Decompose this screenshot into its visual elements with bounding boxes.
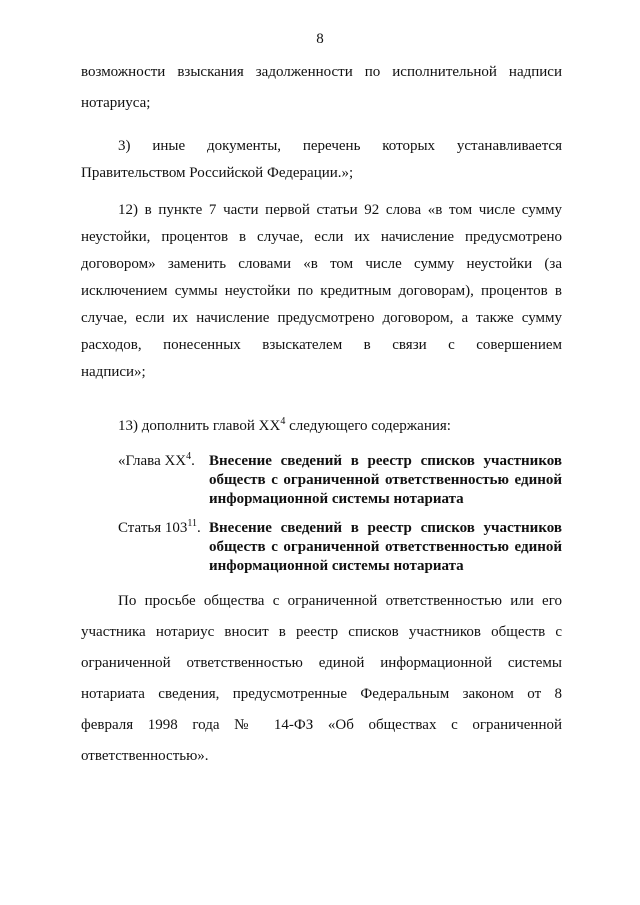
title-line: информационной системы нотариата [209, 558, 464, 574]
paragraph-item-3 [81, 133, 562, 187]
title-line: Внесение сведений в реестр списков участников [209, 520, 562, 536]
text-line: 12) в пункте 7 части первой статьи 92 слова «в том числе сумму [118, 202, 562, 218]
article-body-paragraph [81, 586, 562, 772]
text-line: Правительством Российской Федерации.»; [81, 165, 354, 181]
paragraph-item-12 [81, 197, 562, 386]
text-line: расходов, понесенных взыскателем в связи с совершением [81, 337, 562, 353]
text-line: надписи»; [81, 364, 146, 380]
paragraph-continuation [81, 59, 562, 117]
title-line: информационной системы нотариата [209, 491, 464, 507]
text-line: февраля 1998 года № 14-ФЗ «Об обществах с ограниченной [81, 717, 562, 733]
paragraph-item-13 [81, 413, 562, 440]
text-line: нотариуса; [81, 95, 151, 111]
article-heading [118, 519, 562, 579]
title-line: обществ с ограниченной ответственностью единой [209, 472, 562, 488]
text-line: нотариата сведения, предусмотренные Федеральным законом от 8 [81, 686, 562, 702]
text-line: неустойки, процентов в случае, если их начисление предусмотрено [81, 229, 562, 245]
text-line: ответственностью». [81, 748, 209, 764]
text-line: участника нотариус вносит в реестр списков участников обществ с [81, 624, 562, 640]
text-line: исключением суммы неустойки по кредитным договорам), процентов в [81, 283, 562, 299]
title-line: Внесение сведений в реестр списков участников [209, 453, 562, 469]
article-title [209, 519, 562, 576]
text-line: ограниченной ответственностью единой информационной системы [81, 655, 562, 671]
chapter-title [209, 452, 562, 509]
text-line: договором» заменить словами «в том числе сумму неустойки (за [81, 256, 562, 272]
text-line: случае, если их начисление предусмотрено договором, а также сумму [81, 310, 562, 326]
page-number: 8 [316, 31, 324, 47]
text-line: 13) дополнить главой $XX^4$ следующего содержания: [118, 416, 451, 434]
chapter-heading [118, 452, 562, 512]
text-line: возможности взыскания задолженности по исполнительной надписи [81, 64, 562, 80]
title-line: обществ с ограниченной ответственностью единой [209, 539, 562, 555]
chapter-label: «Глава $XX^4$. [118, 451, 195, 469]
text-line: 3) иные документы, перечень которых устанавливается [118, 138, 562, 154]
article-label: Статья $103^{11}$. [118, 518, 201, 536]
text-line: По просьбе общества с ограниченной ответственностью или его [118, 593, 562, 609]
